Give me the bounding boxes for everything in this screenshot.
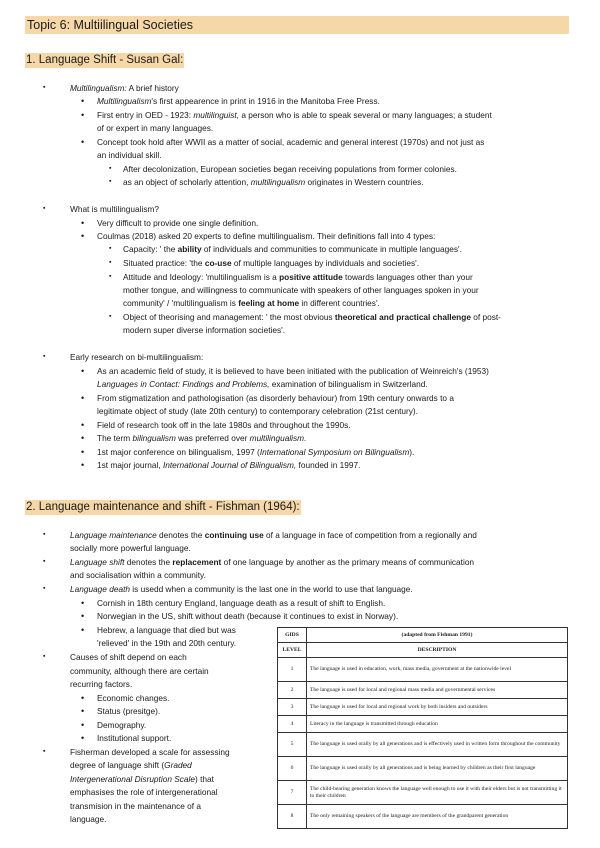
bullet-norwegian: • Norwegian in the US, shift without death (because it continues to exist in Norway). xyxy=(97,610,398,622)
table-row: 1 The language is used in education, work, mass media, government at the nationwide level xyxy=(278,658,568,682)
bullet-causes: ▪ Causes of shift depend on each xyxy=(70,651,187,663)
bullet-theorising: ▪ Object of theorising and management: ' the most obvious theoretical and practical challenge of post- xyxy=(123,311,501,323)
bullet-maintenance: ▪ Language maintenance denotes the continuing use of a language in face of competition from a regionally and xyxy=(70,529,477,541)
table-row: 5 The language is used orally by all generations and is effectively used in written form throughout the community xyxy=(278,733,568,757)
bullet-death: ▪ Language death is usedd when a community is the last one in the world to use that language. xyxy=(70,583,413,595)
table-row: 6 The language is used orally by all generations and is being learned by children as their first language xyxy=(278,757,568,781)
bullet-capacity: ▪ Capacity: ' the ability of individuals and communities to communicate in multiple languages'. xyxy=(123,243,462,255)
bullet-fishman-scale-cont5: language. xyxy=(70,814,107,824)
bullet-fishman-scale-cont2: Intergenerational Disruption Scale) that xyxy=(70,774,214,784)
table-row: 8 The only remaining speakers of the language are members of the grandparent generation xyxy=(278,805,568,829)
col-level: LEVEL xyxy=(278,643,307,658)
bullet-early-research: ▪ Early research on bi-multilingualism: xyxy=(70,351,203,363)
bullet-causes-cont2: recurring factors. xyxy=(70,679,133,689)
bullet-coulmas: • Coulmas (2018) asked 20 experts to define multilingualism. Their definitions fall into 4 types: xyxy=(97,230,435,242)
bullet-journal: • 1st major journal, International Journal of Bilingualism, founded in 1997. xyxy=(97,459,360,471)
bullet-hebrew: • Hebrew, a language that died but was xyxy=(97,624,236,636)
bullet-cornish: • Cornish in 18th century England, language death as a result of shift to English. xyxy=(97,597,385,609)
bullet-history: ▪ Multilingualism: A brief history xyxy=(70,82,179,94)
bullet-concept: • Concept took hold after WWII as a matter of social, academic and general interest (1970s) and not just as xyxy=(97,136,484,148)
bullet-fishman-scale: ▪ Fisherman developed a scale for assessing xyxy=(70,746,230,758)
factor-institutional: • Institutional support. xyxy=(97,732,171,744)
bullet-attitude: ▪ Attitude and Ideology: 'multilingualism is a positive attitude towards languages other than your xyxy=(123,271,473,283)
bullet-maintenance-cont: socially more powerful language. xyxy=(70,543,191,553)
bullet-oed-cont: of or expert in many languages. xyxy=(97,123,214,133)
bullet-weinreich: • As an academic field of study, it is believed to have been initiated with the publication of Weinreich's (1953) xyxy=(97,365,489,377)
table-row: 3 The language is used for local and regional work by both insiders and outsiders xyxy=(278,699,568,716)
factor-economic: • Economic changes. xyxy=(97,692,169,704)
bullet-stigmatization: • From stigmatization and pathologisation (as disorderly behaviour) from 19th century onwards to a xyxy=(97,392,454,404)
bullet-causes-cont: community, although there are certain xyxy=(70,666,209,676)
bullet-fishman-scale-cont: degree of language shift (Graded xyxy=(70,760,192,770)
bullet-shift-cont: and socialisation within a community. xyxy=(70,570,206,580)
bullet-first-print: • Multilingualism's first appearence in print in 1916 in the Manitoba Free Press. xyxy=(97,95,380,107)
bullet-conference: • 1st major conference on bilingualism, 1997 (International Symposium on Bilingualism). xyxy=(97,446,414,458)
col-description: DESCRIPTION xyxy=(307,643,568,658)
bullet-concept-cont: an individual skill. xyxy=(97,150,162,160)
table-row: 2 The language is used for local and regional mass media and governmental services xyxy=(278,682,568,699)
bullet-attitude-cont: mother tongue, and willingness to communicate with speakers of other languages spoken in your xyxy=(123,285,479,295)
factor-demography: • Demography. xyxy=(97,719,146,731)
bullet-fishman-scale-cont3: emphasises the role of intergenerational xyxy=(70,787,218,797)
bullet-shift: ▪ Language shift denotes the replacement of one language by another as the primary means of communication xyxy=(70,556,474,568)
bullet-hebrew-cont: 'relieved' in the 19th and 20th century. xyxy=(97,638,237,648)
bullet-term: • The term bilingualism was preferred over multilingualism. xyxy=(97,432,306,444)
bullet-weinreich-cont: Languages in Contact: Findings and Problems, examination of bilingualism in Switzerland. xyxy=(97,379,428,389)
section-2-heading: 2. Language maintenance and shift - Fishman (1964): xyxy=(26,501,300,513)
table-row: 7 The child-bearing generation knows the language well enough to use it with their elders but is not transmitting it to their children xyxy=(278,781,568,805)
bullet-what-is: ▪ What is multilingualism? xyxy=(70,203,159,215)
bullet-decolonization: ▪ After decolonization, European societies began receiving populations from former colonies. xyxy=(123,163,457,175)
gids-header-right: (adapted from Fishman 1991) xyxy=(307,628,568,643)
gids-table xyxy=(277,627,568,829)
bullet-field: • Field of research took off in the late 1980s and throughout the 1990s. xyxy=(97,419,351,431)
bullet-fishman-scale-cont4: transmision in the maintenance of a xyxy=(70,801,201,811)
topic-title: Topic 6: Multiilingual Societies xyxy=(25,16,569,34)
bullet-oed: • First entry in OED - 1923: multilinguist, a person who is able to speak several or many languages; a student xyxy=(97,109,492,121)
section-1-heading: 1. Language Shift - Susan Gal: xyxy=(26,54,184,66)
bullet-attitude-cont2: community' / 'multilingualism is feeling at home in different countries'. xyxy=(123,298,380,308)
bullet-definition: • Very difficult to provide one single definition. xyxy=(97,217,258,229)
bullet-stigmatization-cont: legitimate object of study (late 20th century) to contemporary celebration (21st century). xyxy=(97,406,418,416)
bullet-western: ▪ as an object of scholarly attention, multilingualism originates in Western countries. xyxy=(123,176,424,188)
bullet-situated: ▪ Situated practice: 'the co-use of multiple languages by individuals and societies'. xyxy=(123,257,419,269)
bullet-theorising-cont: modern super diverse information societies'. xyxy=(123,325,286,335)
table-row: 4 Literacy in the language is transmitted through education xyxy=(278,716,568,733)
factor-status: • Status (presitge). xyxy=(97,705,160,717)
gids-header-left: GIDS xyxy=(278,628,307,643)
